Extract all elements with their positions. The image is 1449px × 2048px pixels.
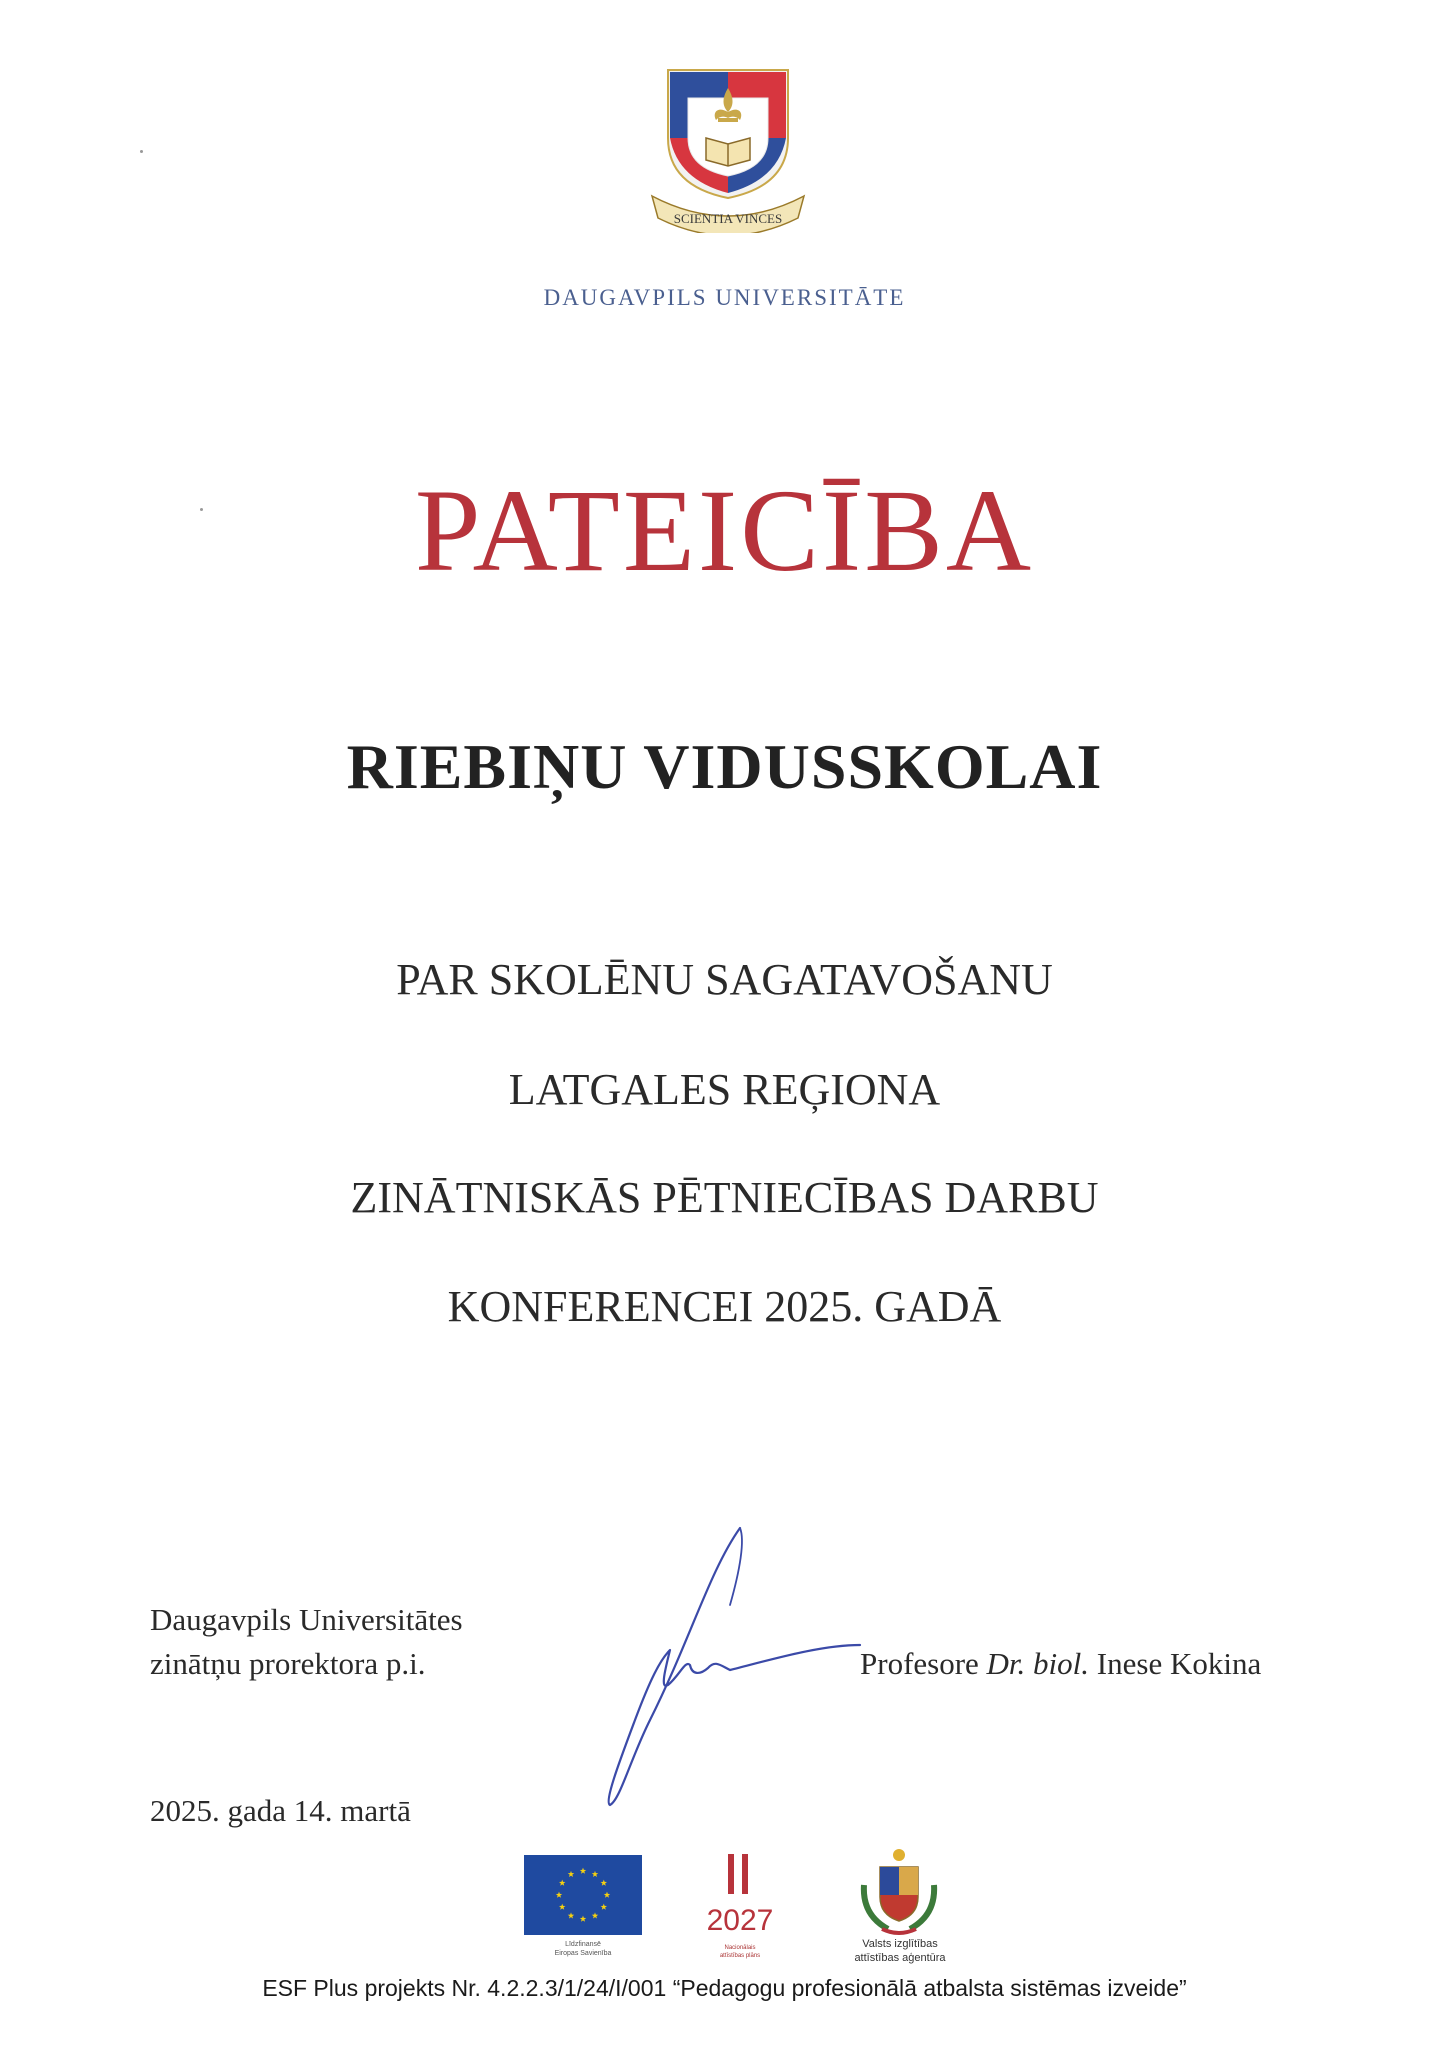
project-footer: ESF Plus projekts Nr. 4.2.2.3/1/24/I/001 “Pedagogu profesionālā atbalsta sistēmas izveide” bbox=[262, 1975, 1187, 2001]
reason-line-3: ZINĀTNISKĀS PĒTNIECĪBAS DARBU bbox=[350, 1173, 1099, 1222]
plan-caption-line-2: attīstības plāns bbox=[719, 1953, 761, 1959]
signatory-position bbox=[150, 1598, 463, 1686]
eu-caption-line-1: Līdzfinansē bbox=[565, 1941, 601, 1948]
reason-line-2: LATGALES REĢIONA bbox=[508, 1065, 941, 1114]
signatory-name bbox=[860, 1642, 1261, 1686]
scan-speck bbox=[200, 508, 203, 511]
reason-line-1: PAR SKOLĒNU SAGATAVOŠANU bbox=[396, 955, 1053, 1004]
agency-caption-line-2: attīstības aģentūra bbox=[854, 1952, 946, 1964]
eu-caption-line-2: Eiropas Savienība bbox=[554, 1950, 612, 1957]
certificate-title: PATEICĪBA bbox=[414, 465, 1035, 596]
plan-year: 2027 bbox=[706, 1904, 774, 1937]
signatory-degree: Dr. biol. bbox=[986, 1646, 1090, 1681]
issue-date: 2025. gada 14. martā bbox=[150, 1793, 411, 1828]
signatory-full-name: Inese Kokina bbox=[1089, 1646, 1262, 1681]
eu-caption bbox=[500, 1940, 666, 1958]
university-crest-logo bbox=[648, 68, 808, 233]
agency-caption-line-1: Valsts izglītības bbox=[862, 1938, 938, 1950]
signatory-title: Profesore bbox=[860, 1646, 987, 1681]
recipient-name: RIEBIŅU VIDUSSKOLAI bbox=[346, 731, 1103, 802]
reason-line-4: KONFERENCEI 2025. GADĀ bbox=[447, 1282, 1002, 1331]
plan-caption bbox=[685, 1944, 795, 1960]
signatory-position-line-2: zinātņu prorektora p.i. bbox=[150, 1646, 426, 1681]
plan-caption-line-1: Nacionālais bbox=[724, 1945, 756, 1951]
university-name: DAUGAVPILS UNIVERSITĀTE bbox=[543, 285, 906, 310]
eu-flag-logo bbox=[524, 1855, 642, 1935]
crest-motto: SCIENTIA VINCES bbox=[673, 211, 783, 226]
handwritten-signature bbox=[590, 1510, 890, 1810]
scan-speck bbox=[140, 150, 143, 153]
signatory-position-line-1: Daugavpils Universitātes bbox=[150, 1602, 463, 1637]
latvia-coat-of-arms-logo bbox=[858, 1845, 940, 1937]
agency-caption bbox=[820, 1937, 980, 1965]
national-plan-2027-logo bbox=[695, 1850, 785, 1940]
